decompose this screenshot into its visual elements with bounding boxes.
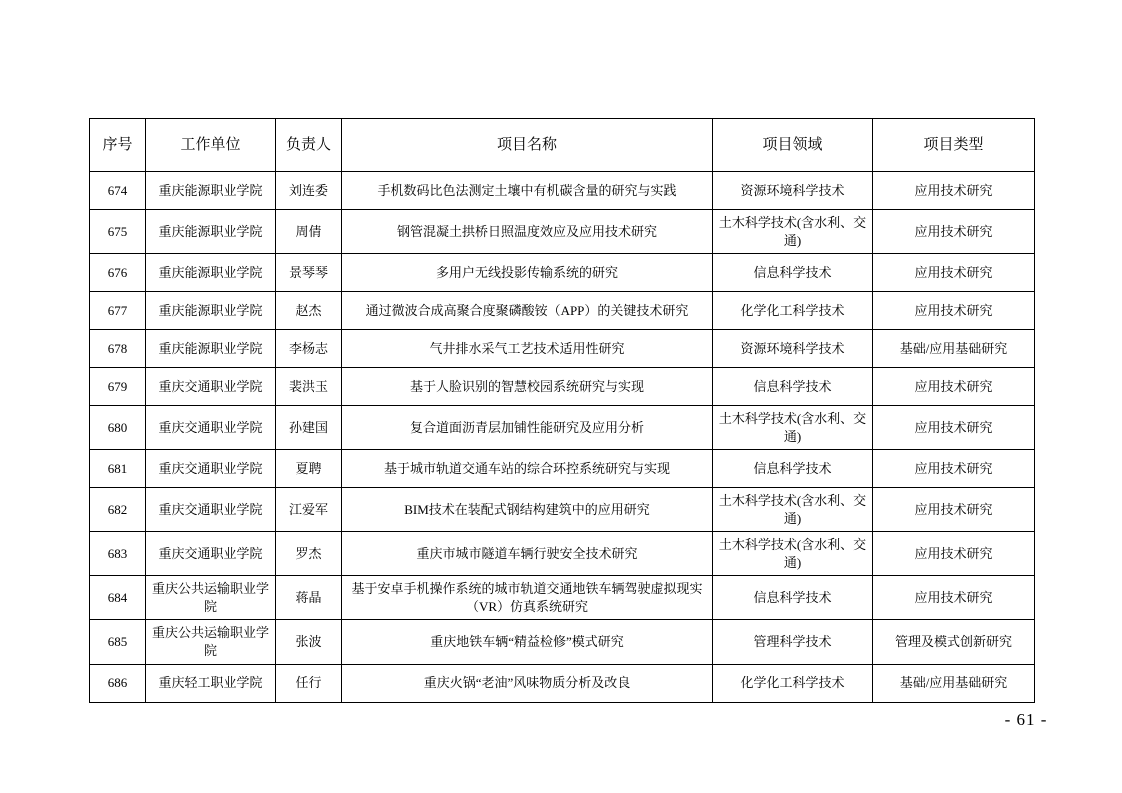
- cell-no: 677: [90, 292, 146, 330]
- cell-no: 685: [90, 620, 146, 664]
- column-header-leader: 负责人: [276, 119, 342, 172]
- cell-unit: 重庆公共运输职业学院: [146, 620, 276, 664]
- cell-type: 应用技术研究: [873, 210, 1035, 254]
- page-number: - 61 -: [1004, 710, 1048, 729]
- table-header: [90, 119, 1035, 172]
- table-body: [90, 172, 1035, 703]
- cell-unit: 重庆能源职业学院: [146, 254, 276, 292]
- cell-no: 682: [90, 488, 146, 532]
- cell-unit: 重庆能源职业学院: [146, 172, 276, 210]
- cell-title: 多用户无线投影传输系统的研究: [342, 254, 713, 292]
- table-header-row: [90, 119, 1035, 172]
- cell-no: 681: [90, 450, 146, 488]
- cell-no: 684: [90, 576, 146, 620]
- cell-field: 土木科学技术(含水利、交通): [713, 488, 873, 532]
- cell-unit: 重庆交通职业学院: [146, 450, 276, 488]
- cell-leader: 孙建国: [276, 406, 342, 450]
- cell-leader: 刘连委: [276, 172, 342, 210]
- cell-type: 基础/应用基础研究: [873, 330, 1035, 368]
- cell-leader: 裴洪玉: [276, 368, 342, 406]
- cell-leader: 江爱军: [276, 488, 342, 532]
- cell-type: 应用技术研究: [873, 576, 1035, 620]
- cell-title: 复合道面沥青层加铺性能研究及应用分析: [342, 406, 713, 450]
- project-list-table: [89, 118, 1035, 703]
- table-row: [90, 172, 1035, 210]
- table-row: [90, 620, 1035, 664]
- cell-leader: 景琴琴: [276, 254, 342, 292]
- cell-field: 化学化工科学技术: [713, 292, 873, 330]
- cell-title: 重庆地铁车辆“精益检修”模式研究: [342, 620, 713, 664]
- column-header-field: 项目领域: [713, 119, 873, 172]
- cell-no: 674: [90, 172, 146, 210]
- table-row: [90, 450, 1035, 488]
- cell-no: 680: [90, 406, 146, 450]
- cell-no: 683: [90, 532, 146, 576]
- table-row: [90, 488, 1035, 532]
- cell-field: 化学化工科学技术: [713, 664, 873, 702]
- cell-no: 686: [90, 664, 146, 702]
- cell-title: 手机数码比色法测定土壤中有机碳含量的研究与实践: [342, 172, 713, 210]
- cell-field: 土木科学技术(含水利、交通): [713, 210, 873, 254]
- cell-title: 气井排水采气工艺技术适用性研究: [342, 330, 713, 368]
- table-row: [90, 254, 1035, 292]
- cell-leader: 蒋晶: [276, 576, 342, 620]
- column-header-title: 项目名称: [342, 119, 713, 172]
- cell-title: 重庆市城市隧道车辆行驶安全技术研究: [342, 532, 713, 576]
- cell-unit: 重庆交通职业学院: [146, 406, 276, 450]
- cell-type: 应用技术研究: [873, 292, 1035, 330]
- cell-type: 应用技术研究: [873, 450, 1035, 488]
- cell-type: 应用技术研究: [873, 254, 1035, 292]
- cell-unit: 重庆能源职业学院: [146, 330, 276, 368]
- project-table-container: [89, 118, 1034, 703]
- cell-field: 信息科学技术: [713, 368, 873, 406]
- cell-leader: 赵杰: [276, 292, 342, 330]
- cell-leader: 李杨志: [276, 330, 342, 368]
- column-header-type: 项目类型: [873, 119, 1035, 172]
- cell-field: 管理科学技术: [713, 620, 873, 664]
- cell-type: 应用技术研究: [873, 488, 1035, 532]
- cell-no: 679: [90, 368, 146, 406]
- cell-unit: 重庆公共运输职业学院: [146, 576, 276, 620]
- cell-title: 基于人脸识别的智慧校园系统研究与实现: [342, 368, 713, 406]
- table-row: [90, 330, 1035, 368]
- cell-type: 应用技术研究: [873, 406, 1035, 450]
- cell-title: 通过微波合成高聚合度聚磷酸铵（APP）的关键技术研究: [342, 292, 713, 330]
- cell-unit: 重庆交通职业学院: [146, 532, 276, 576]
- cell-type: 管理及模式创新研究: [873, 620, 1035, 664]
- table-row: [90, 576, 1035, 620]
- page-footer: [0, 710, 1122, 730]
- cell-field: 信息科学技术: [713, 576, 873, 620]
- cell-unit: 重庆交通职业学院: [146, 368, 276, 406]
- cell-no: 676: [90, 254, 146, 292]
- cell-unit: 重庆能源职业学院: [146, 210, 276, 254]
- table-row: [90, 292, 1035, 330]
- cell-title: BIM技术在装配式钢结构建筑中的应用研究: [342, 488, 713, 532]
- cell-field: 土木科学技术(含水利、交通): [713, 532, 873, 576]
- cell-title: 基于城市轨道交通车站的综合环控系统研究与实现: [342, 450, 713, 488]
- cell-field: 信息科学技术: [713, 254, 873, 292]
- cell-no: 678: [90, 330, 146, 368]
- cell-leader: 张波: [276, 620, 342, 664]
- table-row: [90, 664, 1035, 702]
- cell-unit: 重庆轻工职业学院: [146, 664, 276, 702]
- cell-field: 资源环境科学技术: [713, 330, 873, 368]
- column-header-no: 序号: [90, 119, 146, 172]
- cell-leader: 罗杰: [276, 532, 342, 576]
- cell-title: 重庆火锅“老油”风味物质分析及改良: [342, 664, 713, 702]
- cell-type: 应用技术研究: [873, 172, 1035, 210]
- cell-leader: 周倩: [276, 210, 342, 254]
- cell-type: 应用技术研究: [873, 532, 1035, 576]
- cell-unit: 重庆交通职业学院: [146, 488, 276, 532]
- cell-title: 基于安卓手机操作系统的城市轨道交通地铁车辆驾驶虚拟现实（VR）仿真系统研究: [342, 576, 713, 620]
- cell-field: 信息科学技术: [713, 450, 873, 488]
- cell-field: 资源环境科学技术: [713, 172, 873, 210]
- cell-type: 应用技术研究: [873, 368, 1035, 406]
- cell-title: 钢管混凝土拱桥日照温度效应及应用技术研究: [342, 210, 713, 254]
- table-row: [90, 532, 1035, 576]
- cell-leader: 夏聘: [276, 450, 342, 488]
- cell-field: 土木科学技术(含水利、交通): [713, 406, 873, 450]
- cell-no: 675: [90, 210, 146, 254]
- table-row: [90, 210, 1035, 254]
- column-header-unit: 工作单位: [146, 119, 276, 172]
- cell-unit: 重庆能源职业学院: [146, 292, 276, 330]
- cell-type: 基础/应用基础研究: [873, 664, 1035, 702]
- cell-leader: 任行: [276, 664, 342, 702]
- table-row: [90, 368, 1035, 406]
- table-row: [90, 406, 1035, 450]
